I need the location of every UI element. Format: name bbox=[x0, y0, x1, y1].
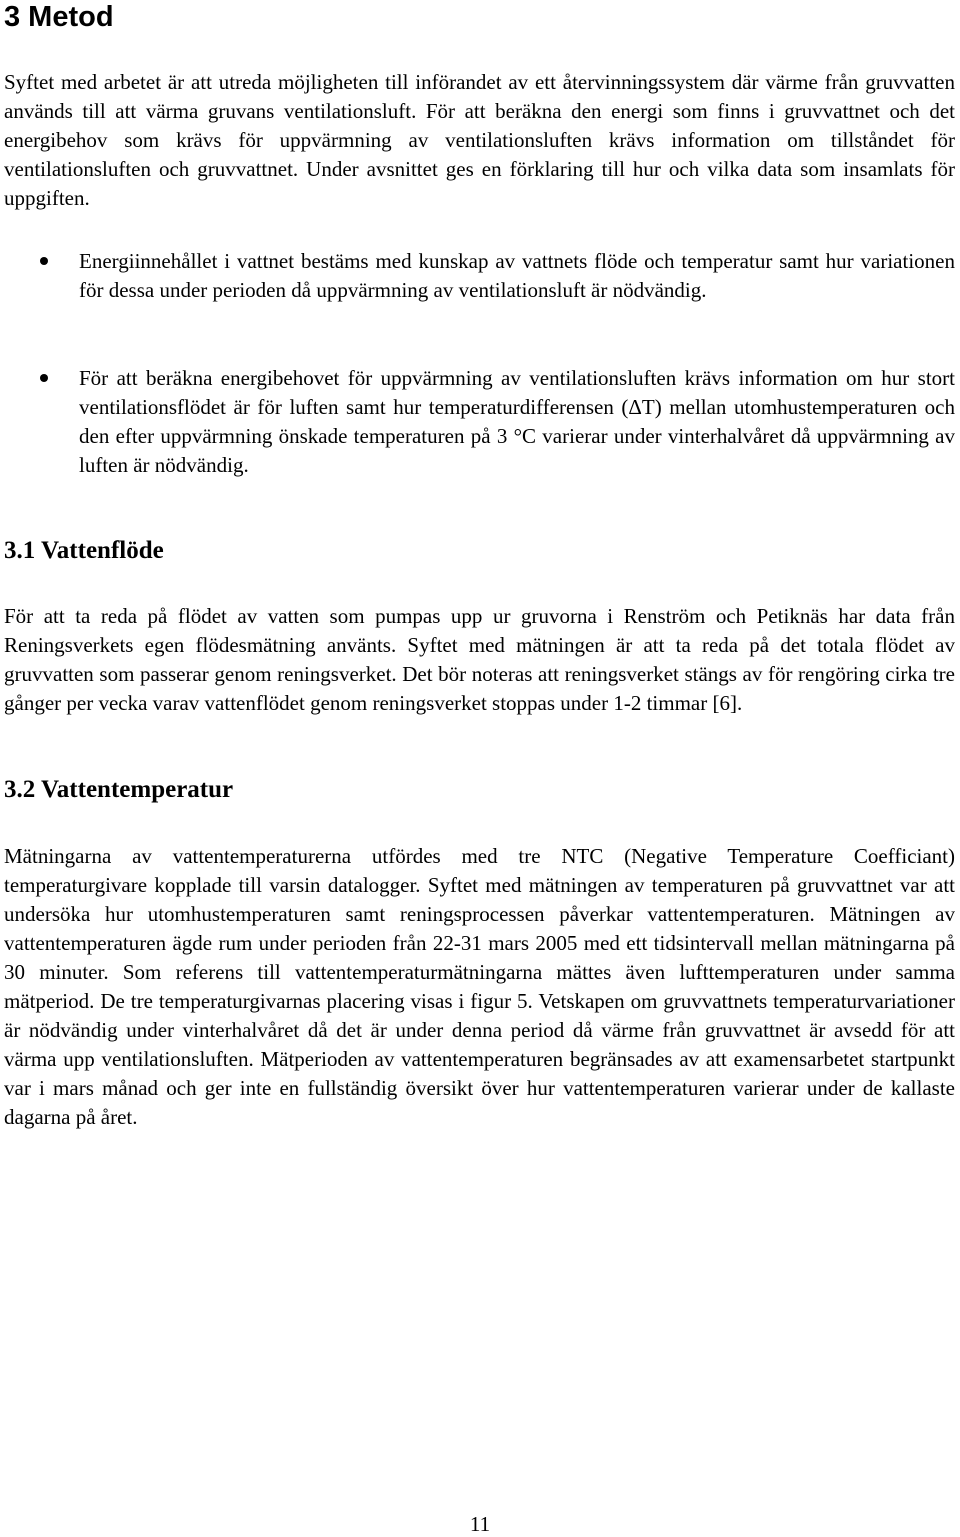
list-item: Energiinnehållet i vattnet bestäms med kunskap av vattnets flöde och temperatur samt hur variationen för dessa under perioden då uppvärmning av ventilationsluft är nödvändig. bbox=[79, 249, 955, 302]
section-paragraph-vattenflode: För att ta reda på flödet av vatten som pumpas upp ur gruvorna i Renström och Petiknäs har data från Reningsverkets egen flödesmätning använts. Syftet med mätningen är att ta reda på det totala flödet av gruvvatten som passerar genom reningsverket. Det bör noteras att reningsverket stängs av för rengöring cirka tre gånger per vecka varav vattenflödet genom reningsverket stoppas under 1-2 timmar [6]. bbox=[4, 604, 955, 715]
page-title: 3 Metod bbox=[4, 1, 114, 33]
bullet-icon bbox=[40, 374, 48, 382]
section-heading-vattenflode: 3.1 Vattenflöde bbox=[4, 537, 164, 564]
bullet-icon bbox=[40, 257, 48, 265]
intro-paragraph: Syftet med arbetet är att utreda möjligheten till införandet av ett återvinningssystem där värme från gruvvatten används till att värma gruvans ventilationsluft. För att beräkna den energi som finns i gruvvattnet och det energibehov som krävs för uppvärmning av ventilationsluften krävs information om tillståndet för ventilationsluften och gruvvattnet. Under avsnittet ges en förklaring till hur och vilka data som insamlats för uppgiften. bbox=[4, 70, 955, 210]
section-paragraph-vattentemperatur: Mätningarna av vattentemperaturerna utfördes med tre NTC (Negative Temperature Coefficiant) temperaturgivare kopplade till varsin datalogger. Syftet med mätningen av temperaturen på gruvvattnet var att undersöka hur utomhustemperaturen samt reningsprocessen påverkar vattentemperaturen. Mätningen av vattentemperaturen ägde rum under perioden från 22-31 mars 2005 med ett tidsintervall mellan mätningarna på 30 minuter. Som referens till vattentemperaturmätningarna mättes även lufttemperaturen under samma mätperiod. De tre temperaturgivarnas placering visas i figur 5. Vetskapen om gruvvattnets temperaturvariationer är nödvändig under vinterhalvåret då det är under denna period då värme från gruvvattnet är avsedd för att värma upp ventilationsluften. Mätperioden av vattentemperaturen begränsades av att examensarbetet startpunkt var i mars månad och ger inte en fullständig översikt över hur vattentemperaturen varierar under de kallaste dagarna på året. bbox=[4, 844, 955, 1129]
list-item: För att beräkna energibehovet för uppvärmning av ventilationsluften krävs information om hur stort ventilationsflödet är för luften samt hur temperaturdifferensen (ΔT) mellan utomhustemperaturen och den efter uppvärmning önskade temperaturen på 3 °C varierar under vinterhalvåret då uppvärmning av luften är nödvändig. bbox=[79, 366, 955, 477]
section-heading-vattentemperatur: 3.2 Vattentemperatur bbox=[4, 776, 234, 803]
page-number: 11 bbox=[469, 1512, 491, 1536]
